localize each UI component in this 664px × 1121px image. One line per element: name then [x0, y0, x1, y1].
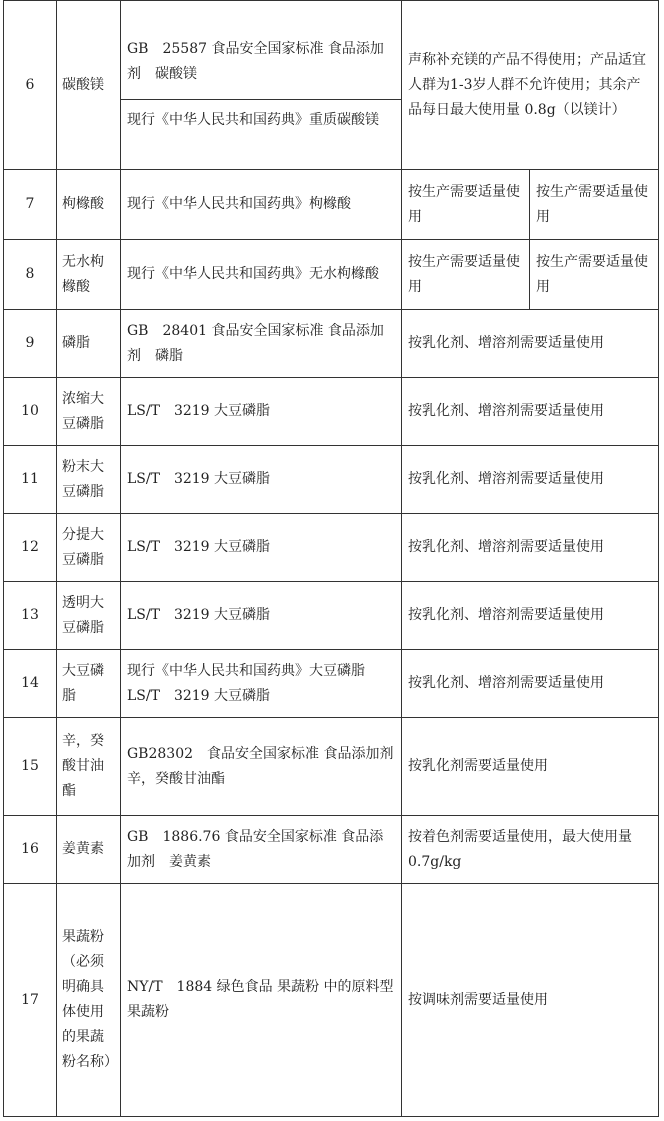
- standard-text: GB 28401 食品安全国家标准 食品添加剂 磷脂: [121, 310, 402, 378]
- table-row: [4, 240, 659, 310]
- standard-cell: [121, 650, 402, 718]
- ingredient-name: 无水枸橼酸: [57, 240, 121, 310]
- row-number: 16: [4, 816, 57, 884]
- standard-text: LS/T 3219 大豆磷脂: [127, 687, 271, 704]
- standard-text: 现行《中华人民共和国药典》无水枸橼酸: [121, 240, 402, 310]
- usage-cell: 按乳化剂、增溶剂需要适量使用: [402, 446, 659, 514]
- table-row: [4, 884, 659, 1117]
- ingredient-name: 透明大豆磷脂: [57, 582, 121, 650]
- usage-cell: 按生产需要适量使用: [402, 240, 530, 310]
- row-number: 13: [4, 582, 57, 650]
- table-row: [4, 170, 659, 240]
- ingredient-name: 大豆磷脂: [57, 650, 121, 718]
- usage-cell: 按着色剂需要适量使用，最大使用量 0.7g/kg: [402, 816, 659, 884]
- row-number: 9: [4, 310, 57, 378]
- usage-cell: 按乳化剂、增溶剂需要适量使用: [402, 582, 659, 650]
- usage-cell: 按调味剂需要适量使用: [402, 884, 659, 1117]
- standard-text: LS/T 3219 大豆磷脂: [121, 378, 402, 446]
- standard-text: GB28302 食品安全国家标准 食品添加剂 辛，癸酸甘油酯: [121, 718, 402, 816]
- row-number: 15: [4, 718, 57, 816]
- row-number: 6: [4, 1, 57, 170]
- ingredient-name: 磷脂: [57, 310, 121, 378]
- table-row: [4, 310, 659, 378]
- ingredient-name: 姜黄素: [57, 816, 121, 884]
- ingredient-name: 粉末大豆磷脂: [57, 446, 121, 514]
- usage-cell: 按乳化剂、增溶剂需要适量使用: [402, 650, 659, 718]
- usage-cell: 按生产需要适量使用: [530, 240, 659, 310]
- row-number: 12: [4, 514, 57, 582]
- usage-cell: 按生产需要适量使用: [530, 170, 659, 240]
- usage-cell: 按乳化剂、增溶剂需要适量使用: [402, 378, 659, 446]
- additives-table: [3, 0, 659, 1117]
- ingredient-name: 分提大豆磷脂: [57, 514, 121, 582]
- row-number: 10: [4, 378, 57, 446]
- usage-cell: 按乳化剂、增溶剂需要适量使用: [402, 514, 659, 582]
- table-row: [4, 446, 659, 514]
- standard-text: LS/T 3219 大豆磷脂: [121, 582, 402, 650]
- standard-text: LS/T 3219 大豆磷脂: [121, 514, 402, 582]
- ingredient-name: 浓缩大豆磷脂: [57, 378, 121, 446]
- table-row: [4, 378, 659, 446]
- usage-cell: 按乳化剂、增溶剂需要适量使用: [402, 310, 659, 378]
- standard-text: GB 25587 食品安全国家标准 食品添加剂 碳酸镁: [127, 41, 384, 82]
- table-row: [4, 514, 659, 582]
- standard-text: LS/T 3219 大豆磷脂: [121, 446, 402, 514]
- table-row: [4, 582, 659, 650]
- row-number: 8: [4, 240, 57, 310]
- table-row: [4, 816, 659, 884]
- usage-cell: 按生产需要适量使用: [402, 170, 530, 240]
- row-number: 11: [4, 446, 57, 514]
- ingredient-name: 果蔬粉（必须明确具体使用的果蔬粉名称）: [57, 884, 121, 1117]
- row-number: 7: [4, 170, 57, 240]
- ingredient-name: 辛，癸酸甘油酯: [57, 718, 121, 816]
- standard-text: GB 1886.76 食品安全国家标准 食品添加剂 姜黄素: [121, 816, 402, 884]
- row-number: 14: [4, 650, 57, 718]
- table-row: [4, 718, 659, 816]
- standard-text: 现行《中华人民共和国药典》枸橼酸: [121, 170, 402, 240]
- usage-cell: 声称补充镁的产品不得使用；产品适宜人群为1-3岁人群不允许使用；其余产品每日最大使用量 0.8g（以镁计）: [402, 1, 659, 170]
- row-number: 17: [4, 884, 57, 1117]
- table-row: [4, 1, 659, 170]
- table-row: [4, 650, 659, 718]
- standard-text: 现行《中华人民共和国药典》重质碳酸镁: [121, 99, 401, 133]
- standard-text: 现行《中华人民共和国药典》大豆磷脂: [127, 662, 365, 679]
- usage-cell: 按乳化剂需要适量使用: [402, 718, 659, 816]
- ingredient-name: 碳酸镁: [57, 1, 121, 170]
- standard-text: NY/T 1884 绿色食品 果蔬粉 中的原料型果蔬粉: [121, 884, 402, 1117]
- standard-cell: [121, 1, 402, 170]
- ingredient-name: 枸橼酸: [57, 170, 121, 240]
